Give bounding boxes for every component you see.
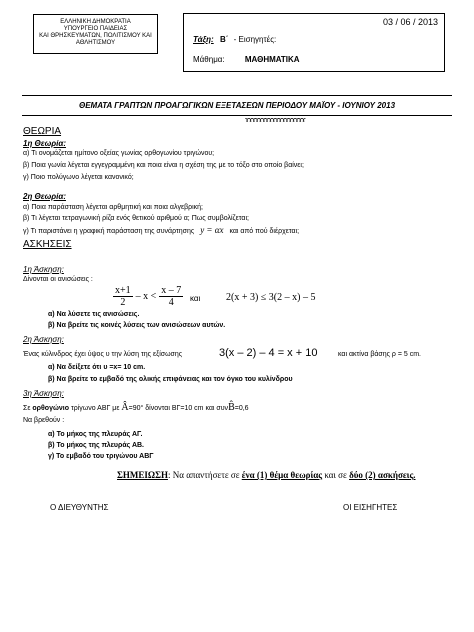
exercises-heading: ΑΣΚΗΣΕΙΣ (23, 239, 72, 250)
theory-2-item-c-text: γ) Τι παριστάνει η γραφική παράσταση της συνάρτησης (23, 228, 195, 235)
fraction-1-numerator: x+1 (115, 285, 131, 296)
exercise-2-label: 2η Άσκηση: (23, 335, 64, 344)
fraction-1-denominator: 2 (120, 297, 126, 308)
title-bar (22, 95, 452, 116)
class-row (193, 35, 276, 44)
teachers-label: - Εισηγητές: (233, 35, 277, 44)
ministry-box (33, 14, 158, 54)
ministry-line-1: ΕΛΛΗΝΙΚΗ ΔΗΜΟΚΡΑΤΙΑ (60, 19, 131, 25)
title-ornament: ɤɤɤɤɤɤɤɤɤɤɤɤɤɤɤɤɤɤ (245, 117, 305, 124)
note-text-b: ένα (1) θέμα θεωρίας (241, 470, 323, 480)
function-formula: y = αx (200, 225, 224, 235)
fraction-2-numerator: x – 7 (161, 285, 182, 296)
exercise-3-item-a: α) Το μήκος της πλευράς ΑΓ. (48, 431, 143, 438)
exercise-3-intro-d: =90° δίνονται ΒΓ=10 cm και συν (128, 405, 229, 412)
exam-title: ΘΕΜΑΤΑ ΓΡΑΠΤΩΝ ΠΡΟΑΓΩΓΙΚΩΝ ΕΞΕΤΑΣΕΩΝ ΠΕΡΙΟΔΟΥ ΜΑΪΟΥ - ΙΟΥΝΙΟΥ 2013 (78, 101, 396, 110)
theory-2-item-a: α) Ποια παράσταση λέγεται αρθμητική και ποια αλγεβρική; (23, 204, 203, 211)
angle-a: Â (121, 402, 129, 413)
theory-1-label: 1η Θεωρία: (23, 139, 66, 148)
exercise-3-intro-c: τρίγωνο ΑΒΓ με (69, 405, 120, 412)
theory-2-item-c (23, 226, 299, 236)
theory-1-item-c: γ) Ποιο πολύγωνο λέγεται κανονικό; (23, 174, 134, 181)
inequality-1-middle: – x < (135, 291, 157, 302)
ministry-line-3: ΚΑΙ ΘΡΗΣΚΕΥΜΑΤΩΝ, ΠΟΛΙΤΙΣΜΟΥ ΚΑΙ (39, 33, 152, 39)
theory-2-label: 2η Θεωρία: (23, 192, 66, 201)
ministry-line-4: ΑΘΛΗΤΙΣΜΟΥ (75, 40, 116, 46)
ministry-line-2: ΥΠΟΥΡΓΕΙΟ ΠΑΙΔΕΙΑΣ (63, 26, 128, 32)
inequality-2: 2(x + 3) ≤ 3(2 – x) – 5 (226, 292, 316, 303)
exercise-1-label: 1η Άσκηση: (23, 265, 64, 274)
exam-date: 03 / 06 / 2013 (382, 17, 438, 27)
fraction-2-denominator: 4 (168, 297, 174, 308)
theory-1-item-a: α) Τι ονομάζεται ημίτονο οξείας γωνίας ορθογωνίου τριγώνου; (23, 150, 215, 157)
note-text-a: : Να απαντήσετε σε (167, 470, 242, 480)
exercise-3-intro-a: Σε (23, 405, 33, 412)
exercise-2-tail: και ακτίνα βάσης ρ = 5 cm. (338, 351, 421, 358)
note (117, 470, 416, 480)
theory-2-item-c-tail: και από πού διέρχεται; (229, 228, 300, 235)
exercise-1-item-b: β) Να βρείτε τις κοινές λύσεις των ανισώσεων αυτών. (48, 322, 226, 329)
exercise-3-intro (23, 404, 249, 413)
exercise-2-equation: 3(x – 2) – 4 = x + 10 (219, 347, 318, 359)
note-text-d: δύο (2) ασκήσεις. (349, 470, 416, 480)
director-signature: Ο ΔΙΕΥΘΥΝΤΗΣ (50, 503, 109, 512)
theory-2-item-b: β) Τι λέγεται τετραγωνική ρίζα ενός θετικού αριθμού α; Πως συμβολίζεται; (23, 215, 249, 222)
subject-label: Μάθημα: (193, 55, 225, 64)
exercise-3-intro-e: =0,6 (234, 405, 249, 412)
note-label: ΣΗΜΕΙΩΣΗ (117, 470, 168, 480)
exam-info-box (183, 13, 445, 72)
theory-1-item-b: β) Ποια γωνία λέγεται εγγεγραμμένη και ποια είναι η σχέση της με το τόξο στο οποίο βαίνει; (23, 162, 304, 169)
exercise-1-intro: Δίνονται οι ανισώσεις : (23, 276, 93, 283)
teachers-signature: ΟΙ ΕΙΣΗΓΗΤΕΣ (343, 503, 398, 512)
subject-value: ΜΑΘΗΜΑΤΙΚΑ (244, 55, 300, 64)
exercise-3-ask: Να βρεθούν : (23, 417, 65, 424)
exercise-3-item-c: γ) Το εμβαδό του τριγώνου ΑΒΓ (48, 453, 154, 460)
exercise-3-label: 3η Άσκηση: (23, 389, 64, 398)
exercise-2-intro: Ένας κύλινδρος έχει ύψος υ την λύση της εξίσωσης (23, 351, 183, 358)
exercise-2-item-b: β) Να βρείτε το εμβαδό της ολικής επιφάνειας και τον όγκο του κυλίνδρου (48, 376, 293, 383)
class-label: Τάξη: (193, 35, 214, 44)
exercise-3-item-b: β) Το μήκος της πλευράς ΑΒ. (48, 442, 145, 449)
fraction-1 (113, 285, 133, 308)
class-value: Β΄ (219, 35, 229, 44)
inequality-1 (113, 285, 183, 308)
fraction-2 (159, 285, 183, 308)
exercise-2-item-a: α) Να δείξετε ότι υ =x= 10 cm. (48, 364, 146, 371)
exercise-1-and: και (190, 294, 201, 303)
theory-heading: ΘΕΩΡΙΑ (23, 126, 62, 137)
note-text-c: και σε (322, 470, 350, 480)
angle-b: B̂ (228, 402, 235, 413)
subject-row (193, 55, 300, 64)
exercise-3-intro-b: ορθογώνιο (32, 405, 69, 412)
exercise-1-item-a: α) Να λύσετε τις ανισώσεις. (48, 311, 140, 318)
